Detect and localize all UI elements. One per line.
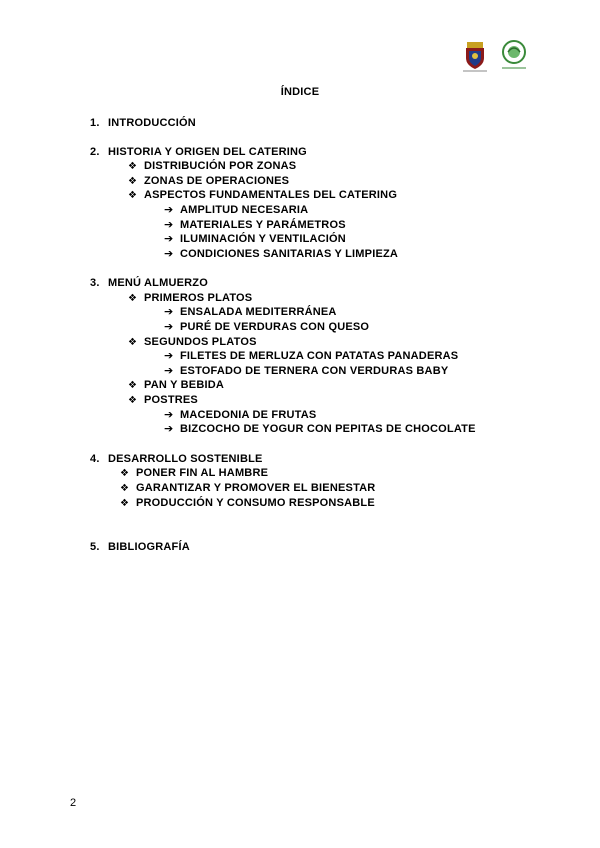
right-arrow-icon: ➔ xyxy=(164,409,174,421)
diamond-bullet-icon: ❖ xyxy=(120,468,130,479)
right-arrow-icon: ➔ xyxy=(164,423,174,435)
right-arrow-icon: ➔ xyxy=(164,219,174,231)
diamond-bullet-icon: ❖ xyxy=(120,498,130,509)
right-arrow-icon: ➔ xyxy=(164,365,174,377)
toc-entry-historia[interactable]: HISTORIA Y ORIGEN DEL CATERING xyxy=(108,146,307,158)
toc-subentry[interactable]: ❖ GARANTIZAR Y PROMOVER EL BIENESTAR xyxy=(120,482,376,494)
index-title: ÍNDICE xyxy=(280,86,320,98)
toc-subentry[interactable]: ❖ PAN Y BEBIDA xyxy=(128,379,225,391)
diamond-bullet-icon: ❖ xyxy=(128,337,138,348)
toc-entry-menu[interactable]: MENÚ ALMUERZO xyxy=(108,277,208,289)
toc-subentry[interactable]: ❖ DISTRIBUCIÓN POR ZONAS xyxy=(128,160,297,172)
diamond-bullet-icon: ❖ xyxy=(128,293,138,304)
right-arrow-icon: ➔ xyxy=(164,350,174,362)
toc-subsubentry[interactable]: ➔ MATERIALES Y PARÁMETROS xyxy=(164,219,346,231)
toc-subentry[interactable]: ❖ SEGUNDOS PLATOS xyxy=(128,336,257,348)
diamond-bullet-icon: ❖ xyxy=(128,380,138,391)
section-number: 3. xyxy=(90,277,100,289)
toc-subsubentry[interactable]: ➔ ESTOFADO DE TERNERA CON VERDURAS BABY xyxy=(164,365,449,377)
diamond-bullet-icon: ❖ xyxy=(128,190,138,201)
right-arrow-icon: ➔ xyxy=(164,204,174,216)
right-arrow-icon: ➔ xyxy=(164,321,174,333)
diamond-bullet-icon: ❖ xyxy=(128,395,138,406)
toc-subsubentry[interactable]: ➔ AMPLITUD NECESARIA xyxy=(164,204,309,216)
toc-subentry[interactable]: ❖ PRODUCCIÓN Y CONSUMO RESPONSABLE xyxy=(120,497,375,509)
toc-subsubentry[interactable]: ➔ ENSALADA MEDITERRÁNEA xyxy=(164,306,337,318)
toc-subsubentry[interactable]: ➔ PURÉ DE VERDURAS CON QUESO xyxy=(164,321,370,333)
diamond-bullet-icon: ❖ xyxy=(128,161,138,172)
toc-entry-introduccion[interactable]: INTRODUCCIÓN xyxy=(108,117,196,129)
toc-subentry[interactable]: ❖ ZONAS DE OPERACIONES xyxy=(128,175,290,187)
toc-subentry[interactable]: ❖ ASPECTOS FUNDAMENTALES DEL CATERING xyxy=(128,189,398,201)
toc-subsubentry[interactable]: ➔ MACEDONIA DE FRUTAS xyxy=(164,409,317,421)
diamond-bullet-icon: ❖ xyxy=(120,483,130,494)
toc-subsubentry[interactable]: ➔ ILUMINACIÓN Y VENTILACIÓN xyxy=(164,233,346,245)
toc-subsubentry[interactable]: ➔ CONDICIONES SANITARIAS Y LIMPIEZA xyxy=(164,248,399,260)
toc-entry-desarrollo[interactable]: DESARROLLO SOSTENIBLE xyxy=(108,453,263,465)
right-arrow-icon: ➔ xyxy=(164,233,174,245)
toc-subentry[interactable]: ❖ PRIMEROS PLATOS xyxy=(128,292,253,304)
toc-subentry[interactable]: ❖ POSTRES xyxy=(128,394,198,406)
section-number: 1. xyxy=(90,117,100,129)
page-number: 2 xyxy=(70,797,77,809)
toc-subsubentry[interactable]: ➔ BIZCOCHO DE YOGUR CON PEPITAS DE CHOCOLATE xyxy=(164,423,476,435)
section-number: 4. xyxy=(90,453,100,465)
right-arrow-icon: ➔ xyxy=(164,248,174,260)
toc-subentry[interactable]: ❖ PONER FIN AL HAMBRE xyxy=(120,467,269,479)
section-number: 2. xyxy=(90,146,100,158)
toc-entry-bibliografia[interactable]: BIBLIOGRAFÍA xyxy=(108,541,190,553)
section-number: 5. xyxy=(90,541,100,553)
toc-subsubentry[interactable]: ➔ FILETES DE MERLUZA CON PATATAS PANADERAS xyxy=(164,350,459,362)
right-arrow-icon: ➔ xyxy=(164,306,174,318)
diamond-bullet-icon: ❖ xyxy=(128,176,138,187)
